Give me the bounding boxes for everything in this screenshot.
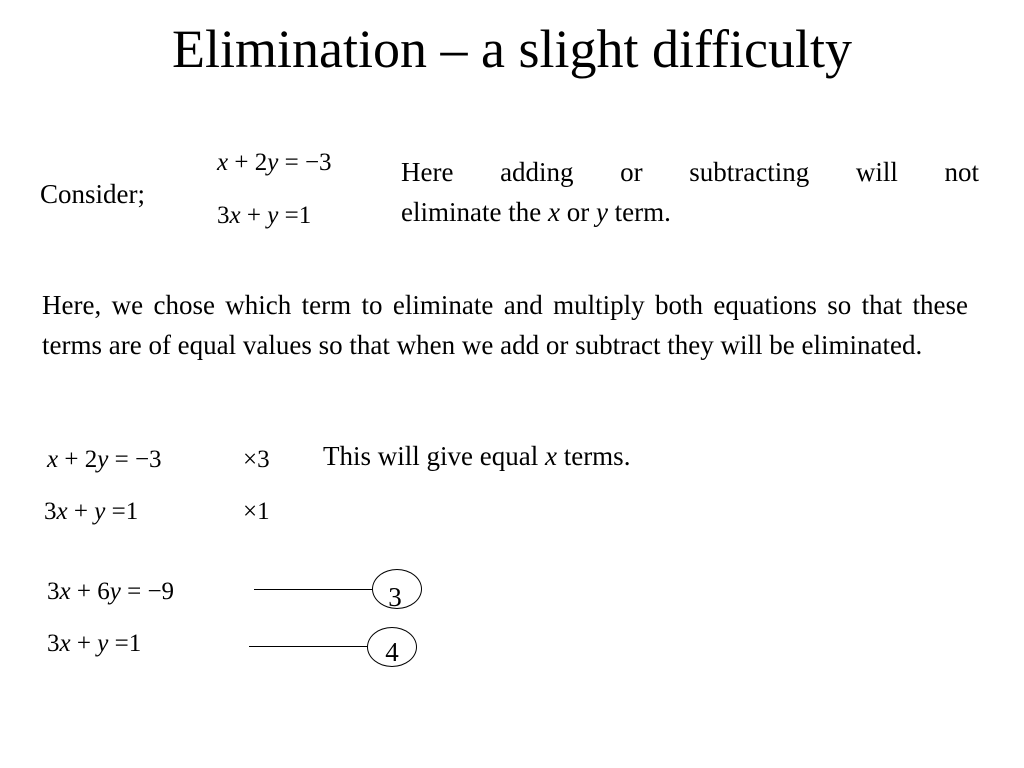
connector-line-1 — [254, 589, 372, 590]
slide-title: Elimination – a slight difficulty — [172, 19, 852, 79]
system1-equation-2: 3x + y =1 — [217, 202, 312, 229]
consider-label: Consider; — [40, 179, 145, 209]
system2-equation-1: x + 2y = −3 — [47, 446, 162, 473]
note-adding-subtracting — [401, 152, 979, 232]
system3-equation-2: 3x + y =1 — [47, 630, 142, 657]
explanation-paragraph: Here, we chose which term to eliminate and multiply both equations so that these terms are of equal values so that when we add or subtract they will be eliminated. — [42, 290, 968, 360]
note-equal-x-terms: This will give equal x terms. — [323, 441, 631, 471]
connector-line-2 — [249, 646, 367, 647]
equation-label-3: 3 — [388, 582, 402, 612]
system3-equation-1: 3x + 6y = −9 — [47, 578, 175, 605]
multiplier-1: ×3 — [243, 446, 270, 473]
note-line-1: Here adding or subtracting will not — [401, 157, 979, 187]
system2-equation-2: 3x + y =1 — [44, 498, 139, 525]
multiplier-2: ×1 — [243, 498, 270, 525]
equation-label-4: 4 — [385, 637, 399, 667]
system1-equation-1: x + 2y = −3 — [217, 149, 332, 176]
note-line-2: eliminate the x or y term. — [401, 197, 671, 227]
